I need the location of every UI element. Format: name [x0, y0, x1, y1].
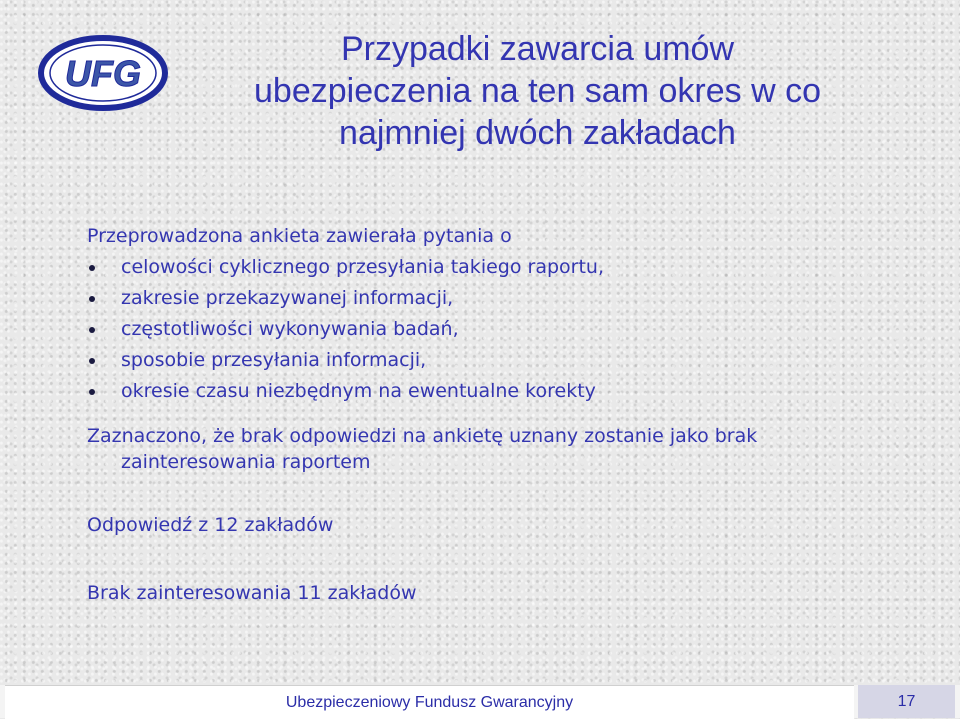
bullet-item — [87, 254, 947, 285]
logo-text: UFG — [65, 53, 141, 94]
bullet-text: częstotliwości wykonywania badań, — [121, 318, 459, 340]
footer — [0, 685, 960, 718]
bullet-item — [87, 378, 947, 409]
bullet-text: celowości cyklicznego przesyłania takiego raportu, — [121, 256, 604, 278]
bullet-dot-icon — [89, 389, 95, 395]
slide-content — [87, 223, 947, 611]
bullet-item — [87, 316, 947, 347]
bullet-item — [87, 285, 947, 316]
ufg-logo — [38, 34, 168, 112]
title-line-1: Przypadki zawarcia umów — [340, 30, 735, 68]
bullet-text: okresie czasu niezbędnym na ewentualne korekty — [121, 380, 596, 402]
bullet-dot-icon — [89, 265, 95, 271]
footer-organization: Ubezpieczeniowy Fundusz Gwarancyjny — [285, 694, 574, 711]
bullet-dot-icon — [89, 296, 95, 302]
title-line-3: najmniej dwóch zakładach — [339, 114, 736, 152]
footer-bar — [5, 685, 854, 719]
intro-text: Przeprowadzona ankieta zawierała pytania o — [87, 225, 512, 247]
bullet-text: zakresie przekazywanej informacji, — [121, 287, 454, 309]
note-line-2: zainteresowania raportem — [121, 451, 371, 473]
bullet-text: sposobie przesyłania informacji, — [121, 349, 427, 371]
bullet-dot-icon — [89, 327, 95, 333]
title-line-2: ubezpieczenia na ten sam okres w co — [254, 72, 821, 110]
note-paragraph — [87, 423, 947, 475]
no-interest-count: Brak zainteresowania 11 zakładów — [87, 582, 417, 604]
slide-title — [205, 28, 870, 154]
page-number: 17 — [858, 685, 955, 718]
response-count: Odpowiedź z 12 zakładów — [87, 514, 334, 536]
bullet-dot-icon — [89, 358, 95, 364]
bullet-item — [87, 347, 947, 378]
note-line-1: Zaznaczono, że brak odpowiedzi na ankietę uznany zostanie jako brak — [87, 425, 758, 447]
